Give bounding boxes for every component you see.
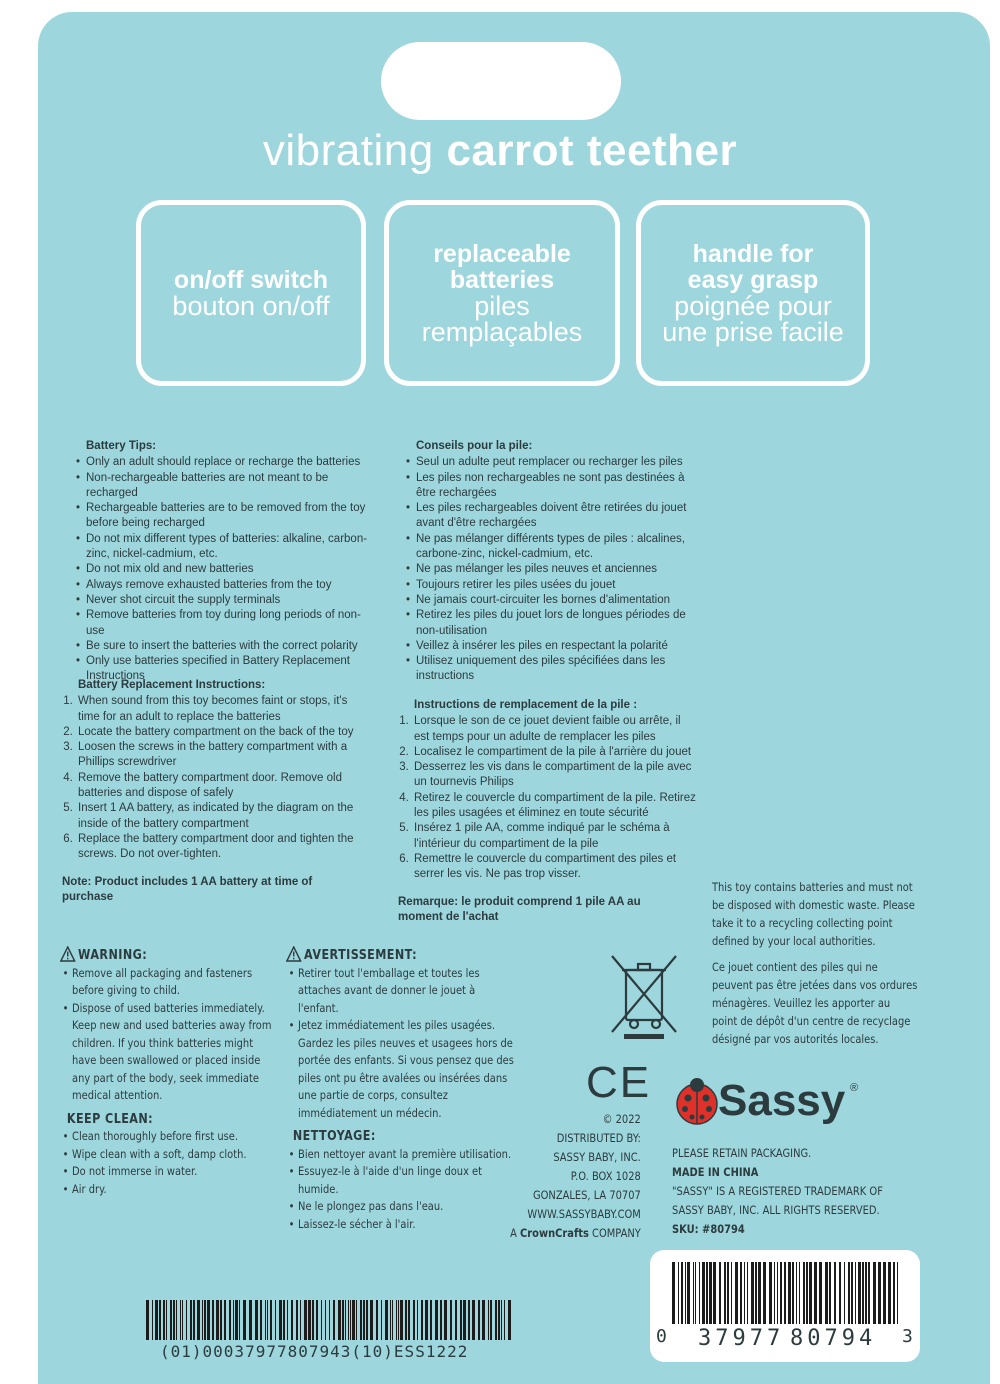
barcode-bar (488, 1300, 489, 1340)
barcode-bar (799, 1262, 800, 1324)
registered-mark: ® (850, 1082, 859, 1094)
barcode-bar (788, 1262, 791, 1324)
barcode-bar (405, 1300, 407, 1340)
barcode-bar (255, 1300, 258, 1340)
barcode-bar (220, 1300, 222, 1340)
warning-heading-text: AVERTISSEMENT: (304, 948, 418, 963)
feature-en: on/off switch (173, 266, 329, 294)
clean-list (60, 1128, 275, 1198)
list-item: • Always remove exhausted batteries from the toy (86, 578, 374, 593)
list-item: • Ne pas mélanger différents types de piles : alcalines, carbone-zinc, nickel-cadmium, etc. (416, 532, 694, 563)
barcode-bar (363, 1300, 365, 1340)
barcode-bar (366, 1300, 368, 1340)
title-light: vibrating (262, 126, 434, 175)
barcode-bar (868, 1262, 870, 1324)
replacement-en (62, 678, 372, 905)
list-item: 6. Remettre le couvercle du compartiment des piles et serrer les vis. Ne pas trop visser. (412, 852, 698, 883)
barcode-bar (233, 1300, 234, 1340)
barcode-bar (370, 1300, 373, 1340)
upc-left-group: 37977 (698, 1326, 785, 1351)
barcode-bar (777, 1262, 778, 1324)
list-item: • Jetez immédiatement les piles usagées. Gardez les piles neuves et usagees hors de portée des enfants. Si vous pensez que des piles ont pu être avalées ou insérées dans une partie de corps, consultez immédiatement un médecin. (298, 1017, 518, 1122)
barcode-bar (702, 1262, 705, 1324)
list-item: • Bien nettoyer avant la première utilisation. (298, 1146, 518, 1164)
barcode-bar (381, 1300, 382, 1340)
feature-en: replaceable batteries (433, 240, 571, 294)
list-item: • Ne pas mélanger les piles neuves et anciennes (416, 562, 694, 577)
barcode-bar (685, 1262, 686, 1324)
barcode-bar (463, 1300, 466, 1340)
barcode-bar (763, 1262, 766, 1324)
list-item: 2. Locate the battery compartment on the back of the toy (76, 725, 372, 740)
list-item: 3. Loosen the screws in the battery compartment with a Phillips screwdriver (76, 740, 372, 771)
barcode-bar (851, 1262, 853, 1324)
trademark-notice: "SASSY" IS A REGISTERED TRADEMARK OF SASSY BABY, INC. ALL RIGHTS RESERVED. (672, 1184, 883, 1217)
barcode-bar (350, 1300, 351, 1340)
barcode-bar (385, 1300, 388, 1340)
barcode-bar (325, 1300, 326, 1340)
barcode-bar (897, 1262, 898, 1324)
barcode-bar (296, 1300, 298, 1340)
barcode-bar (774, 1262, 775, 1324)
barcode-bar (243, 1300, 246, 1340)
barcode-bar (755, 1262, 757, 1324)
steps-list (62, 694, 372, 862)
product-title (0, 126, 1000, 176)
barcode-bar (425, 1300, 428, 1340)
barcode-bar (490, 1300, 492, 1340)
barcode-bar (159, 1300, 161, 1340)
distributor-block (486, 1110, 641, 1243)
barcode-bar (440, 1300, 442, 1340)
barcode-bar (672, 1262, 675, 1324)
barcode-bar (735, 1262, 738, 1324)
warning-heading-text: WARNING: (78, 948, 148, 963)
barcode-bar (360, 1300, 362, 1340)
warning-icon (60, 946, 75, 962)
tips-list (74, 455, 374, 684)
barcode-bar (212, 1300, 214, 1340)
barcode-bar (342, 1300, 344, 1340)
hang-tab-hole (381, 42, 621, 120)
list-item: • Veillez à insérer les piles en respectant la polarité (416, 639, 694, 654)
barcode-bar (152, 1300, 153, 1340)
warning-en (60, 946, 275, 1198)
list-item: • Only an adult should replace or recharge the batteries (86, 455, 374, 470)
barcode-bar (809, 1262, 812, 1324)
feature-fr: bouton on/off (172, 291, 330, 321)
barcode-bar (825, 1262, 828, 1324)
feature-box-batteries (384, 200, 620, 386)
list-item: • Do not mix old and new batteries (86, 562, 374, 577)
barcode-bar (747, 1262, 748, 1324)
list-item: • Retirez les piles du jouet lors de longues périodes de non-utilisation (416, 608, 694, 639)
barcode-bar (834, 1262, 836, 1324)
barcode-bar (693, 1262, 694, 1324)
section-heading: Battery Replacement Instructions: (78, 679, 266, 691)
disposal-fr: Ce jouet contient des piles qui ne peuvent pas être jetées dans vos ordures ménagères. Veuillez les apporter au point de dépôt d'un centre de recyclage désigné par vos autorités locales. (712, 960, 918, 1046)
weee-bin-icon (608, 952, 680, 1042)
barcode-bar (267, 1300, 268, 1340)
barcode-bar (283, 1300, 285, 1340)
barcode-bar (855, 1262, 856, 1324)
sassy-logo (672, 1074, 872, 1128)
list-item: • Ne le plongez pas dans l'eau. (298, 1198, 518, 1216)
barcode-bar (413, 1300, 415, 1340)
list-item: 5. Insert 1 AA battery, as indicated by the diagram on the inside of the battery compartment (76, 801, 372, 832)
barcode-bar (501, 1300, 502, 1340)
po-box: P.O. BOX 1028 (570, 1169, 641, 1183)
barcode-bar (408, 1300, 410, 1340)
barcode-bar (190, 1300, 192, 1340)
barcode-bar (727, 1262, 729, 1324)
barcode-bar (893, 1262, 895, 1324)
section-heading: Instructions de remplacement de la pile : (414, 699, 638, 711)
warning-heading (60, 946, 275, 965)
list-item: • Utilisez uniquement des piles spécifiées dans les instructions (416, 654, 694, 685)
list-item: • Retirer tout l'emballage et toutes les attaches avant de donner le jouet à l'enfant. (298, 965, 518, 1018)
barcode-bar (839, 1262, 841, 1324)
barcode-bar (376, 1300, 378, 1340)
barcode-bar (329, 1300, 330, 1340)
barcode-bar (455, 1300, 457, 1340)
list-item: • Clean thoroughly before first use. (72, 1128, 275, 1146)
upc-barcode-bars (672, 1262, 902, 1332)
gs1-barcode (146, 1300, 516, 1362)
legal-block (672, 1144, 917, 1239)
list-item: • Never shot circuit the supply terminals (86, 593, 374, 608)
barcode-bar (146, 1300, 149, 1340)
feature-box-handle (636, 200, 870, 386)
warning-fr (286, 946, 518, 1233)
sku: SKU: #80794 (672, 1222, 745, 1236)
brand-name: Sassy (718, 1076, 846, 1125)
barcode-bar (270, 1300, 272, 1340)
crown-brand: CrownCrafts (520, 1226, 589, 1240)
made-in: MADE IN CHINA (672, 1165, 759, 1179)
barcode-bar (495, 1300, 497, 1340)
barcode-bar (873, 1262, 876, 1324)
barcode-bar (731, 1262, 732, 1324)
list-item: 5. Insérez 1 pile AA, comme indiqué par le schéma à l'intérieur du compartiment de la pile (412, 821, 698, 852)
list-item: • Only use batteries specified in Battery Replacement Instructions (86, 654, 374, 685)
replacement-fr (398, 698, 698, 925)
list-item: • Essuyez-le à l'aide d'un linge doux et humide. (298, 1163, 518, 1198)
barcode-bar (312, 1300, 314, 1340)
barcode-bar (758, 1262, 761, 1324)
barcode-bar (699, 1262, 700, 1324)
list-item: • Dispose of used batteries immediately. Keep new and used batteries away from children. If you think batteries might have been swallowed or placed inside any part of the body, seek immediate medical attention. (72, 1000, 275, 1105)
barcode-bar (450, 1300, 452, 1340)
barcode-bar (883, 1262, 886, 1324)
feature-en: handle for easy grasp (687, 240, 819, 294)
barcode-bar (687, 1262, 690, 1324)
barcode-bar (681, 1262, 683, 1324)
list-item: • Rechargeable batteries are to be removed from the toy before being recharged (86, 501, 374, 532)
barcode-bar (709, 1262, 712, 1324)
barcode-bar (784, 1262, 786, 1324)
list-item: • Remove batteries from toy during long periods of non-use (86, 608, 374, 639)
crowncrafts-line (486, 1224, 641, 1243)
barcode-bar (888, 1262, 891, 1324)
barcode-bar (229, 1300, 231, 1340)
gs1-barcode-bars (146, 1300, 516, 1340)
upc-check-digit: 3 (902, 1326, 913, 1347)
barcode-bar (848, 1262, 850, 1324)
list-item: • Be sure to insert the batteries with the correct polarity (86, 639, 374, 654)
website: WWW.SASSYBABY.COM (527, 1207, 641, 1221)
barcode-bar (460, 1300, 462, 1340)
barcode-bar (713, 1262, 716, 1324)
barcode-bar (249, 1300, 252, 1340)
barcode-bar (333, 1300, 335, 1340)
city-state: GONZALES, LA 70707 (532, 1188, 641, 1202)
list-item: • Les piles rechargeables doivent être retirées du jouet avant d'être rechargées (416, 501, 694, 532)
list-item: 4. Retirez le couvercle du compartiment de la pile. Retirez les piles usagées et éliminez en toute sécurité (412, 791, 698, 822)
barcode-bar (193, 1300, 195, 1340)
barcode-bar (180, 1300, 181, 1340)
barcode-bar (316, 1300, 318, 1340)
barcode-bar (678, 1262, 679, 1324)
upc-right-group: 80794 (790, 1326, 877, 1351)
ce-mark: CE (586, 1058, 652, 1107)
barcode-bar (751, 1262, 754, 1324)
barcode-bar (695, 1262, 696, 1324)
barcode-bar (417, 1300, 418, 1340)
retain-packaging: PLEASE RETAIN PACKAGING. (672, 1146, 812, 1160)
list-item: • Do not immerse in water. (72, 1163, 275, 1181)
barcode-bar (265, 1300, 266, 1340)
barcode-bar (844, 1262, 845, 1324)
barcode-bar (740, 1262, 742, 1324)
barcode-bar (345, 1300, 346, 1340)
barcode-bar (155, 1300, 158, 1340)
barcode-bar (275, 1300, 276, 1340)
title-bold: carrot teether (446, 126, 738, 175)
barcode-bar (392, 1300, 393, 1340)
steps-list (398, 714, 698, 882)
barcode-bar (202, 1300, 203, 1340)
barcode-bar (814, 1262, 817, 1324)
barcode-bar (508, 1300, 511, 1340)
barcode-bar (862, 1262, 864, 1324)
barcode-bar (421, 1300, 423, 1340)
barcode-bar (435, 1300, 438, 1340)
barcode-bar (865, 1262, 867, 1324)
barcode-bar (744, 1262, 745, 1324)
tips-list (404, 455, 694, 684)
section-heading: Battery Tips: (86, 440, 157, 452)
clean-heading: KEEP CLEAN: (66, 1111, 154, 1127)
list-item: • Remove all packaging and fasteners before giving to child. (72, 965, 275, 1000)
list-item: • Seul un adulte peut remplacer ou recharger les piles (416, 455, 694, 470)
crown-suffix: COMPANY (592, 1226, 641, 1240)
list-item: 4. Remove the battery compartment door. Remove old batteries and dispose of safely (76, 771, 372, 802)
barcode-bar (468, 1300, 470, 1340)
warning-icon (286, 946, 301, 962)
warning-list (286, 965, 518, 1123)
barcode-bar (444, 1300, 447, 1340)
list-item: • Les piles non rechargeables ne sont pas destinées à être rechargées (416, 471, 694, 502)
barcode-bar (304, 1300, 307, 1340)
list-item: 3. Desserrez les vis dans le compartiment de la pile avec un tournevis Philips (412, 760, 698, 791)
barcode-bar (398, 1300, 399, 1340)
feature-fr: poignée pour une prise facile (662, 291, 844, 347)
barcode-bar (400, 1300, 403, 1340)
barcode-bar (239, 1300, 240, 1340)
barcode-bar (780, 1262, 782, 1324)
barcode-bar (806, 1262, 808, 1324)
ladybug-icon (672, 1076, 722, 1126)
barcode-bar (769, 1262, 772, 1324)
barcode-bar (803, 1262, 805, 1324)
barcode-bar (216, 1300, 219, 1340)
barcode-bar (204, 1300, 206, 1340)
section-heading: Conseils pour la pile: (416, 440, 533, 452)
barcode-bar (390, 1300, 391, 1340)
barcode-bar (287, 1300, 288, 1340)
barcode-bar (348, 1300, 349, 1340)
barcode-bar (308, 1300, 311, 1340)
feature-box-switch (136, 200, 366, 386)
barcode-bar (719, 1262, 721, 1324)
distributed-by: DISTRIBUTED BY: (556, 1131, 641, 1145)
upc-first-digit: 0 (656, 1326, 667, 1347)
included-battery-note: Remarque: le produit comprend 1 pile AA au moment de l'achat (398, 895, 641, 923)
barcode-bar (300, 1300, 301, 1340)
barcode-bar (478, 1300, 480, 1340)
barcode-bar (796, 1262, 797, 1324)
disposal-en: This toy contains batteries and must not be disposed with domestic waste. Please take it to a recycling collecting point defined by your local authorities. (712, 880, 915, 948)
list-item: • Air dry. (72, 1181, 275, 1199)
barcode-bar (182, 1300, 183, 1340)
barcode-bar (176, 1300, 177, 1340)
barcode-bar (482, 1300, 485, 1340)
barcode-bar (279, 1300, 282, 1340)
list-item: • Do not mix different types of batteries: alkaline, carbon-zinc, nickel-cadmium, etc. (86, 532, 374, 563)
company-name: SASSY BABY, INC. (553, 1150, 641, 1164)
barcode-bar (819, 1262, 822, 1324)
barcode-bar (792, 1262, 794, 1324)
barcode-bar (224, 1300, 226, 1340)
list-item: 1. When sound from this toy becomes faint or stops, it's time for an adult to replace the batteries (76, 694, 372, 725)
list-item: • Non-rechargeable batteries are not meant to be recharged (86, 471, 374, 502)
barcode-bar (207, 1300, 210, 1340)
copyright: © 2022 (602, 1112, 641, 1126)
list-item: • Laissez-le sécher à l'air. (298, 1216, 518, 1234)
barcode-bar (173, 1300, 175, 1340)
list-item: • Wipe clean with a soft, damp cloth. (72, 1146, 275, 1164)
barcode-bar (430, 1300, 432, 1340)
barcode-bar (858, 1262, 861, 1324)
barcode-bar (498, 1300, 500, 1340)
barcode-bar (338, 1300, 341, 1340)
barcode-bar (724, 1262, 726, 1324)
included-battery-note: Note: Product includes 1 AA battery at time of purchase (62, 875, 313, 903)
barcode-bar (197, 1300, 200, 1340)
barcode-bar (166, 1300, 167, 1340)
barcode-bar (472, 1300, 475, 1340)
upc-barcode-label (650, 1250, 920, 1362)
list-item: 1. Lorsque le son de ce jouet devient faible ou arrête, il est temps pour un adulte de remplacer les piles (412, 714, 698, 745)
barcode-bar (235, 1300, 238, 1340)
warning-list (60, 965, 275, 1105)
barcode-bar (163, 1300, 165, 1340)
crown-prefix: A (510, 1226, 517, 1240)
barcode-bar (504, 1300, 505, 1340)
battery-tips-en (74, 439, 374, 685)
barcode-bar (356, 1300, 357, 1340)
warning-heading (286, 946, 518, 965)
list-item: • Toujours retirer les piles usées du jouet (416, 578, 694, 593)
barcode-bar (878, 1262, 881, 1324)
feature-fr: piles remplaçables (421, 291, 583, 347)
battery-tips-fr (404, 439, 694, 685)
clean-heading: NETTOYAGE: (292, 1129, 376, 1144)
barcode-bar (352, 1300, 355, 1340)
barcode-bar (260, 1300, 262, 1340)
barcode-bar (186, 1300, 187, 1340)
list-item: • Ne jamais court-circuiter les bornes d'alimentation (416, 593, 694, 608)
barcode-bar (170, 1300, 172, 1340)
gs1-barcode-text: (01)00037977807943(10)ESS1222 (160, 1342, 469, 1361)
list-item: 6. Replace the battery compartment door and tighten the screws. Do not over-tighten. (76, 832, 372, 863)
list-item: 2. Localisez le compartiment de la pile à l'arrière du jouet (412, 745, 698, 760)
barcode-bar (291, 1300, 293, 1340)
barcode-bar (706, 1262, 708, 1324)
barcode-bar (396, 1300, 397, 1340)
barcode-bar (321, 1300, 322, 1340)
clean-list (286, 1146, 518, 1234)
barcode-bar (829, 1262, 831, 1324)
